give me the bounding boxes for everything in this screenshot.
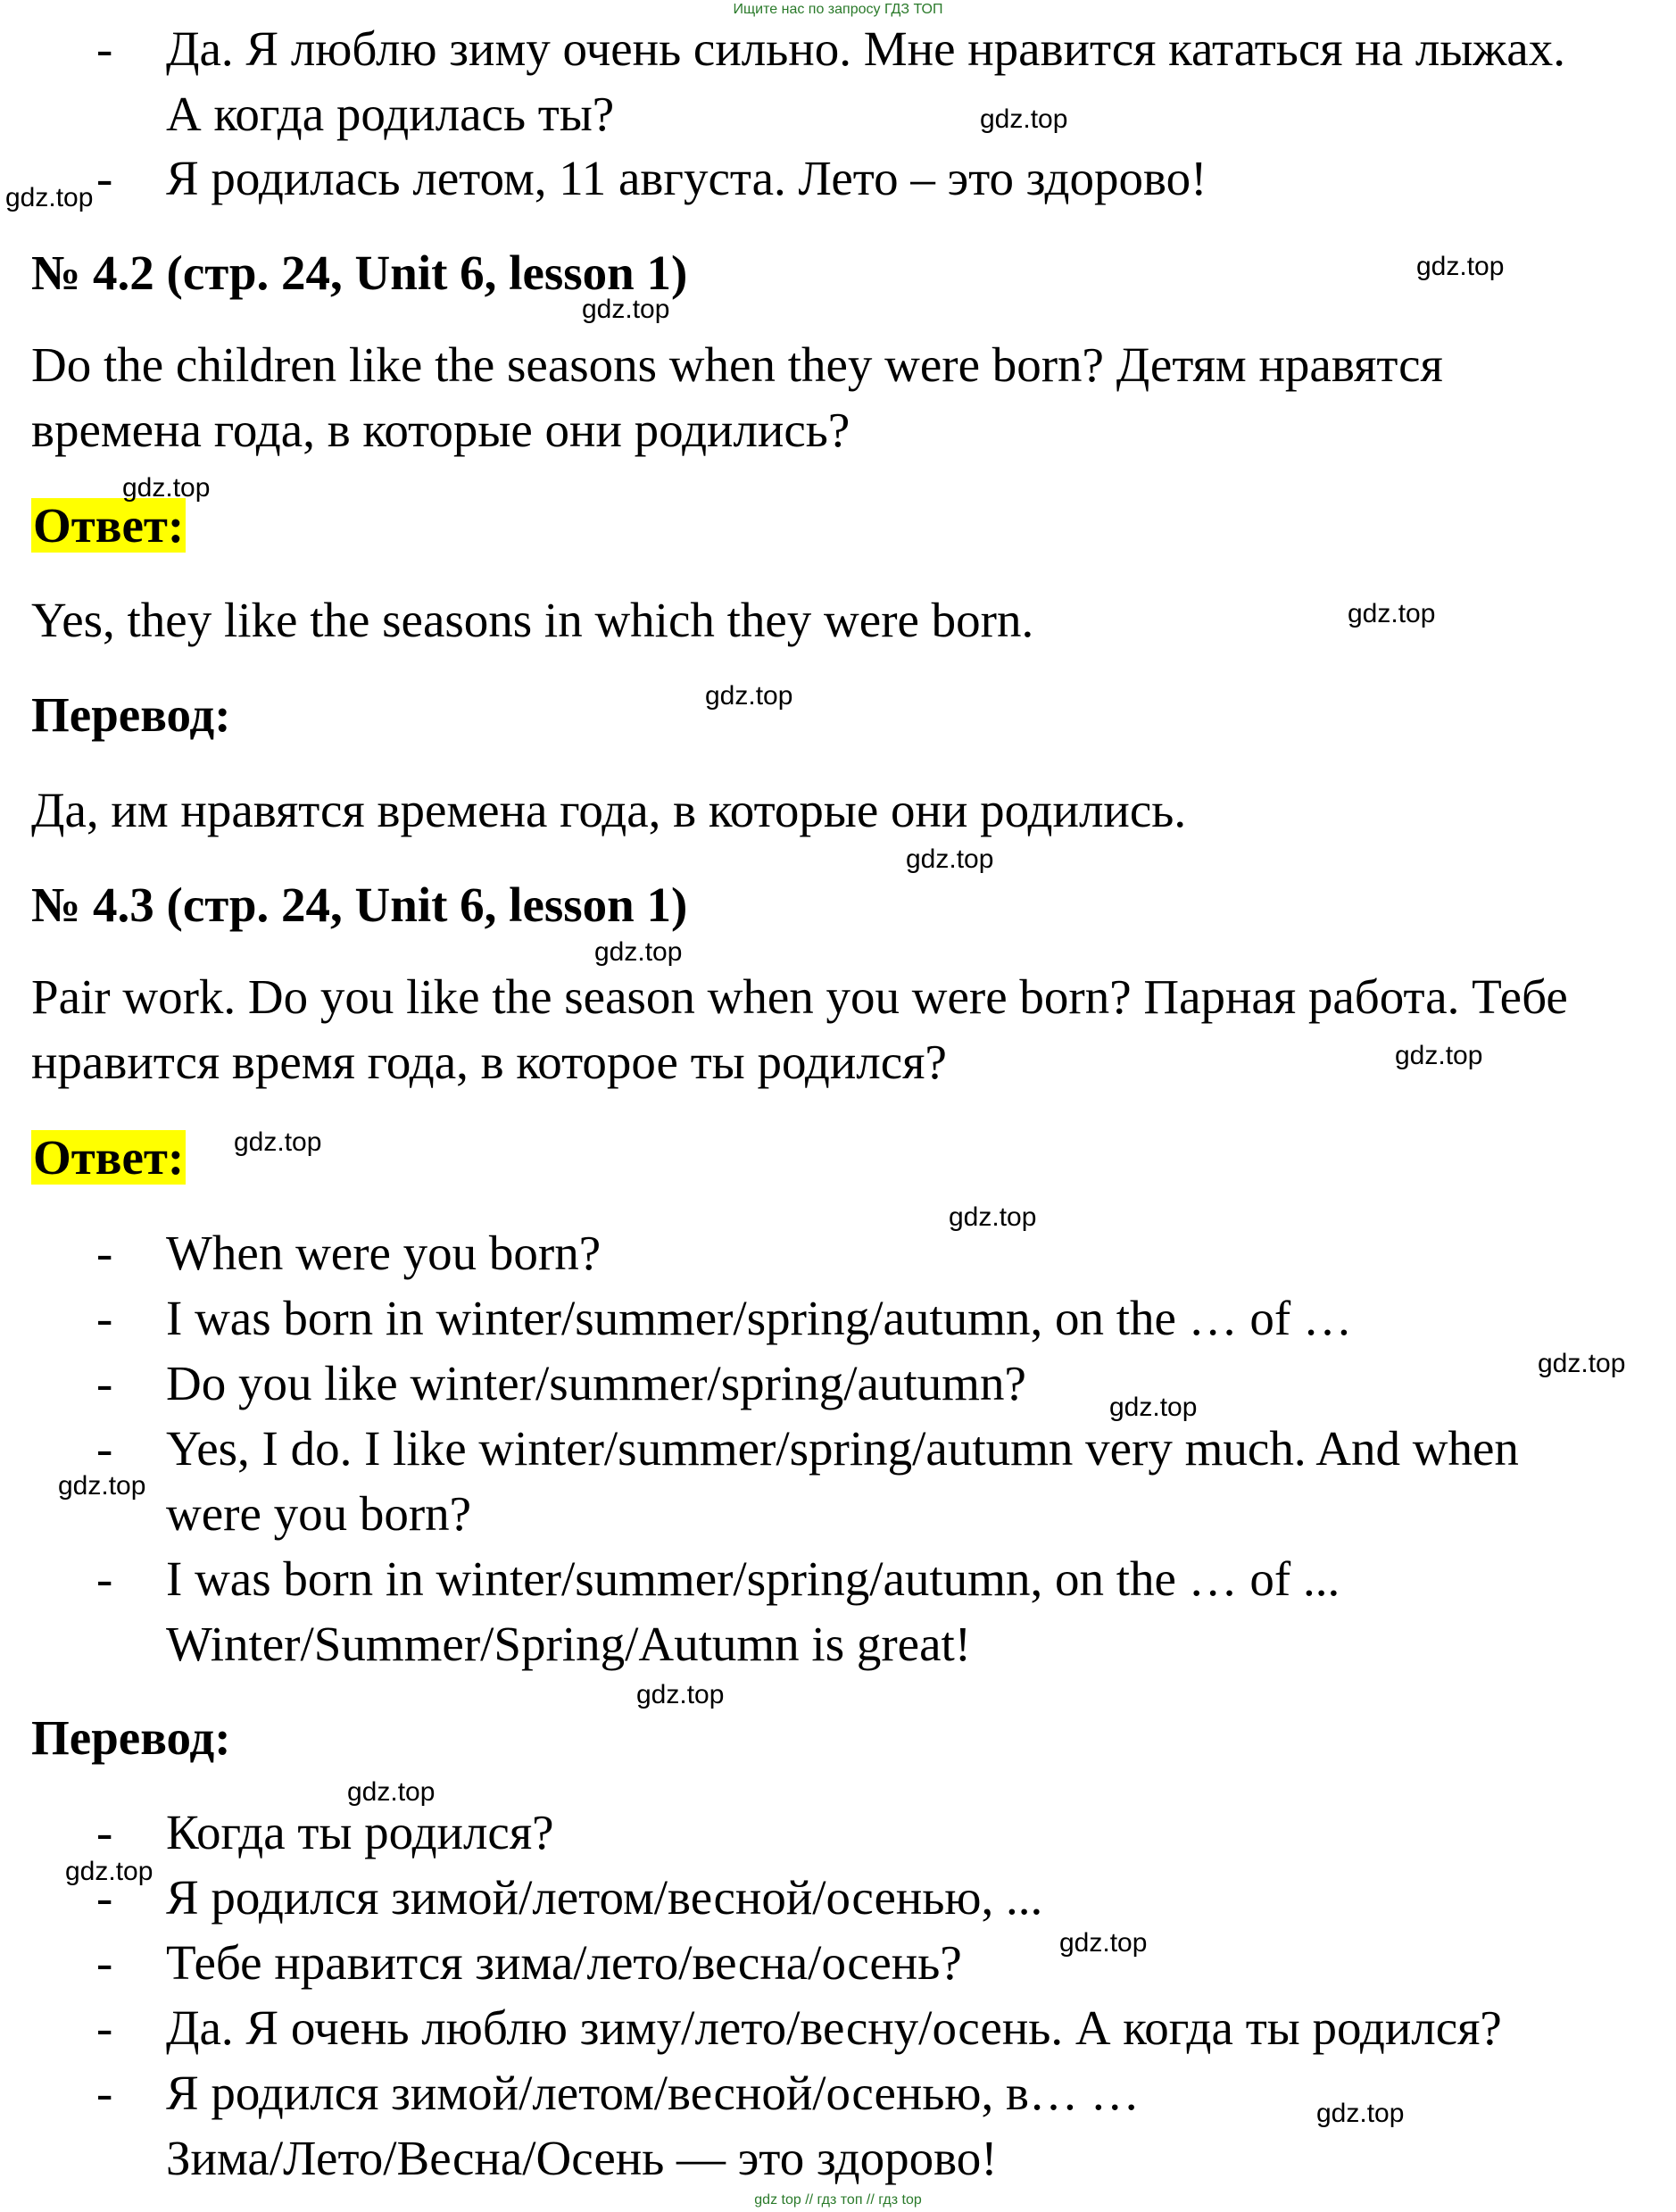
watermark-text: gdz.top (594, 937, 683, 967)
watermark-text: gdz.top (1538, 1349, 1626, 1378)
dash-bullet: - (96, 1551, 113, 1606)
watermark-text: gdz.top (1109, 1393, 1198, 1422)
answer-dialogue-line: When were you born? (166, 1226, 602, 1280)
intro-line-1: Да. Я люблю зиму очень сильно. Мне нравится кататься на лыжах. (166, 21, 1565, 76)
answer-dialogue-line: I was born in winter/summer/spring/autumn, on the … of … (166, 1291, 1352, 1345)
answer-label-highlight: Ответ: (33, 498, 185, 553)
dash-bullet: - (96, 1421, 113, 1476)
task-4-3-heading: № 4.3 (стр. 24, Unit 6, lesson 1) (31, 877, 688, 932)
task-4-2-heading: № 4.2 (стр. 24, Unit 6, lesson 1) (31, 245, 688, 300)
translation-dialogue-line: Тебе нравится зима/лето/весна/осень? (166, 1935, 962, 1990)
dash-bullet: - (96, 21, 113, 76)
watermark-text: gdz.top (1395, 1041, 1483, 1070)
task-4-3-question-line-1: Pair work. Do you like the season when you were born? Парная работа. Тебе (31, 969, 1568, 1024)
watermark-text: gdz.top (636, 1680, 725, 1709)
dash-bullet: - (96, 1870, 113, 1925)
task-4-3-question-line-2: нравится время года, в которое ты родился? (31, 1035, 947, 1089)
watermark-text: gdz.top (949, 1202, 1037, 1232)
task-4-2-translation: Да, им нравятся времена года, в которые они родились. (31, 783, 1187, 837)
dash-bullet: - (96, 1356, 113, 1410)
watermark-text: gdz.top (58, 1471, 146, 1501)
watermark-text: gdz.top (1416, 252, 1505, 281)
task-4-3-answer-label (31, 1129, 186, 1186)
translation-dialogue-line: Я родился зимой/летом/весной/осенью, ... (166, 1870, 1043, 1925)
answer-label-highlight: Ответ: (33, 1130, 185, 1185)
watermark-text: gdz.top (5, 183, 94, 212)
translation-dialogue-line: Зима/Лето/Весна/Осень — это здорово! (166, 2131, 998, 2185)
intro-line-2: А когда родилась ты? (166, 87, 615, 141)
translation-dialogue-line: Я родился зимой/летом/весной/осенью, в… … (166, 2066, 1140, 2120)
dash-bullet: - (96, 1935, 113, 1990)
watermark-text: gdz.top (234, 1127, 322, 1157)
task-4-2-question-line-2: времена года, в которые они родились? (31, 403, 850, 457)
translation-dialogue-line: Да. Я очень люблю зиму/лето/весну/осень. А когда ты родился? (166, 2000, 1502, 2055)
answer-dialogue-line: Yes, I do. I like winter/summer/spring/autumn very much. And when (166, 1421, 1519, 1476)
watermark-text: gdz.top (347, 1777, 436, 1807)
task-4-2-translation-label: Перевод: (31, 687, 231, 742)
watermark-text: gdz.top (1348, 599, 1436, 628)
watermark-text: gdz.top (122, 473, 211, 503)
dash-bullet: - (96, 2000, 113, 2055)
task-4-3-translation-label: Перевод: (31, 1710, 231, 1765)
footer-note: gdz top // гдз топ // гдз top (754, 2192, 922, 2208)
answer-dialogue-line: Winter/Summer/Spring/Autumn is great! (166, 1617, 972, 1671)
dash-bullet: - (96, 2066, 113, 2120)
answer-dialogue-line: were you born? (166, 1486, 472, 1541)
intro-line-3: Я родилась летом, 11 августа. Лето – это здорово! (166, 151, 1207, 205)
task-4-2-question-line-1: Do the children like the seasons when they were born? Детям нравятся (31, 337, 1443, 392)
answer-dialogue-line: Do you like winter/summer/spring/autumn? (166, 1356, 1026, 1410)
translation-dialogue-line: Когда ты родился? (166, 1805, 554, 1859)
watermark-text: gdz.top (980, 104, 1068, 134)
dash-bullet: - (96, 1291, 113, 1345)
task-4-2-answer-label (31, 497, 186, 554)
watermark-text: gdz.top (906, 844, 994, 874)
dash-bullet: - (96, 1805, 113, 1859)
watermark-text: gdz.top (582, 295, 670, 324)
dash-bullet: - (96, 1226, 113, 1280)
watermark-text: gdz.top (65, 1857, 153, 1886)
top-banner-note: Ищите нас по запросу ГДЗ ТОП (733, 2, 943, 17)
watermark-text: gdz.top (1059, 1928, 1148, 1958)
task-4-2-answer: Yes, they like the seasons in which they were born. (31, 593, 1034, 647)
answer-dialogue-line: I was born in winter/summer/spring/autumn, on the … of ... (166, 1551, 1340, 1606)
watermark-text: gdz.top (705, 681, 793, 711)
watermark-text: gdz.top (1316, 2099, 1405, 2128)
dash-bullet: - (96, 151, 113, 205)
